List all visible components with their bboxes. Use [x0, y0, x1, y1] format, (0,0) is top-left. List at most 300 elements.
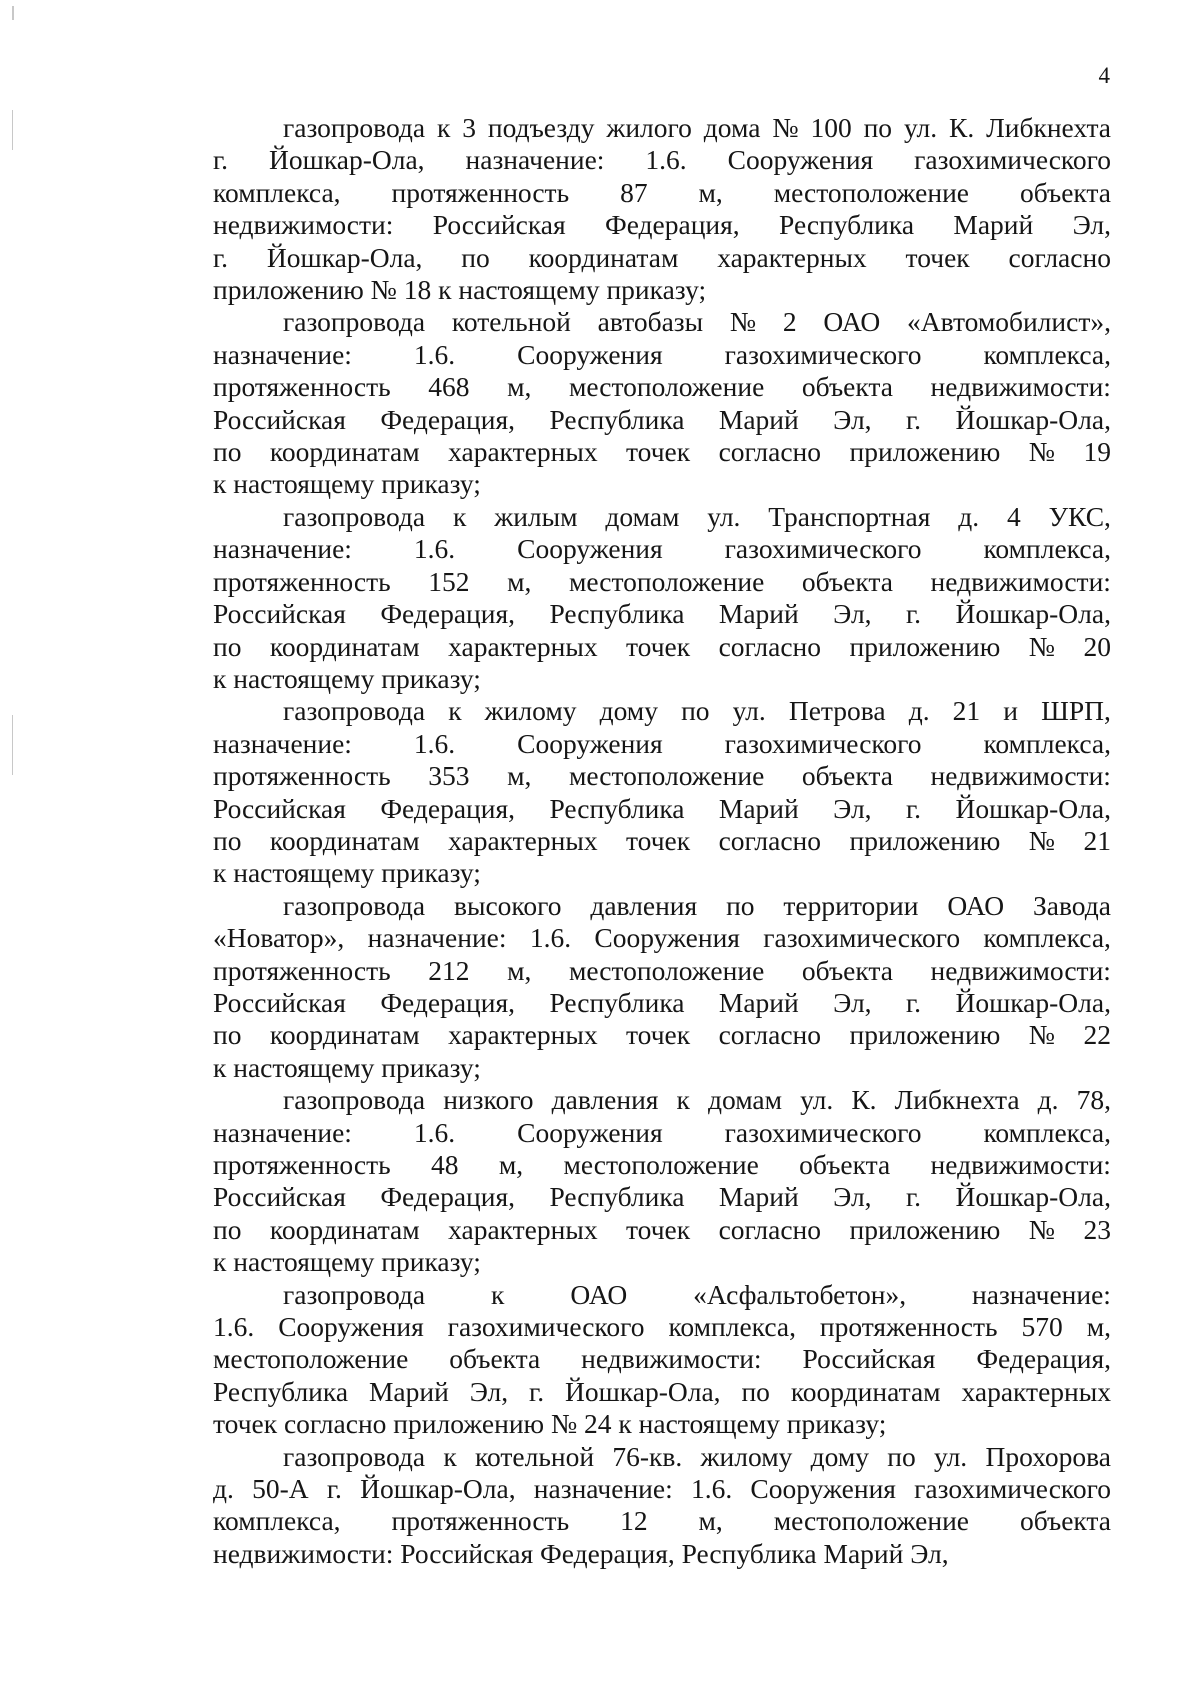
word: «Новатор», — [213, 922, 345, 954]
word: характерных — [448, 824, 598, 856]
word: Сооружения — [594, 922, 740, 954]
paragraph-line — [213, 631, 1111, 663]
paragraph-line — [213, 404, 1111, 436]
scan-artifact-mark — [12, 110, 13, 150]
word: «Асфальтобетон», — [693, 1278, 907, 1310]
word: координатам — [269, 436, 420, 468]
paragraph-line — [213, 890, 1111, 922]
paragraph-line — [213, 825, 1111, 857]
word: приложению — [849, 630, 1001, 662]
word: д. — [958, 500, 980, 532]
word: 22 — [1083, 1019, 1111, 1051]
word: характерных — [448, 436, 598, 468]
word: недвижимости: — [930, 954, 1111, 986]
paragraph-line — [213, 1311, 1111, 1343]
word: Эл, — [833, 403, 872, 435]
word: Российская — [213, 403, 346, 435]
word: Эл, — [833, 792, 872, 824]
word: территории — [783, 889, 919, 921]
paragraph-line — [213, 371, 1111, 403]
word: объекта — [449, 1343, 541, 1375]
paragraph-line — [213, 112, 1111, 144]
word: № — [772, 112, 799, 143]
paragraph — [213, 112, 1111, 306]
word: назначение: — [533, 1473, 673, 1505]
word: «Автомобилист», — [907, 306, 1111, 338]
paragraph-line — [213, 339, 1111, 371]
word: Йошкар-Ола, — [955, 598, 1111, 630]
word: дому — [599, 695, 658, 727]
word: 353 — [428, 760, 470, 792]
word: по — [461, 241, 490, 273]
paragraph-line — [213, 306, 1111, 338]
word: Транспортная — [768, 500, 931, 532]
word: объекта — [801, 760, 893, 792]
word: Эл, — [1072, 209, 1111, 241]
word: по — [213, 1213, 242, 1245]
paragraph-line — [213, 1441, 1111, 1473]
word: местоположение — [569, 371, 765, 403]
word: ул. — [903, 112, 938, 143]
word: 78, — [1076, 1084, 1111, 1116]
word: согласно — [1008, 241, 1111, 273]
word: газопровода — [283, 500, 426, 532]
word: котельной — [451, 306, 571, 338]
word: точек — [626, 1213, 691, 1245]
paragraph-line — [213, 1117, 1111, 1149]
paragraph-line — [213, 1181, 1111, 1213]
paragraph — [213, 1441, 1111, 1571]
word: Йошкар-Ола, — [955, 1181, 1111, 1213]
word: Российская — [213, 598, 346, 630]
word: координатам — [528, 241, 679, 273]
word: Йошкар-Ола, — [269, 144, 425, 176]
word: Федерация, — [976, 1343, 1111, 1375]
word: 87 — [620, 176, 648, 208]
word: Республика — [549, 403, 685, 435]
word: согласно — [718, 1213, 822, 1245]
word: газопровода — [283, 306, 426, 338]
word: 212 — [428, 954, 470, 986]
paragraph-line — [213, 955, 1111, 987]
paragraph-line — [213, 144, 1111, 176]
word: 1.6. — [645, 144, 687, 176]
paragraph-line — [213, 177, 1111, 209]
paragraph-line — [213, 922, 1111, 954]
word: д. — [908, 695, 930, 727]
word: домам — [605, 500, 680, 532]
word: Республика — [213, 1375, 349, 1407]
word: назначение: — [213, 338, 352, 370]
word: Марий — [718, 792, 799, 824]
word: Сооружения — [517, 338, 663, 370]
word: координатам — [790, 1375, 941, 1407]
paragraph — [213, 306, 1111, 500]
word: 21 — [1083, 824, 1111, 856]
word: приложению — [849, 436, 1001, 468]
word: точек — [905, 241, 970, 273]
word: Республика — [549, 792, 685, 824]
word: газохимического — [914, 1473, 1111, 1505]
word: Эл, — [833, 1181, 872, 1213]
word: Российская — [213, 986, 346, 1018]
word: жилому — [484, 695, 577, 727]
paragraph-line — [213, 760, 1111, 792]
word: к — [448, 695, 462, 727]
word: Российская — [432, 209, 566, 241]
word: по — [213, 824, 242, 856]
word: 76-кв. — [612, 1440, 683, 1472]
word: м, — [507, 565, 532, 597]
word: назначение: — [465, 144, 605, 176]
word: 1.6. — [413, 338, 456, 370]
word: газохимического — [724, 533, 922, 565]
word: ОАО — [823, 306, 881, 338]
word: газопровода — [283, 1278, 426, 1310]
word: недвижимости: — [930, 760, 1111, 792]
word: м, — [698, 1505, 723, 1537]
word: 19 — [1083, 436, 1111, 468]
word: к — [443, 1440, 457, 1472]
scan-artifact-mark — [12, 715, 13, 775]
word: Республика — [549, 986, 685, 1018]
word: г. — [326, 1473, 342, 1505]
word: № — [1028, 436, 1055, 468]
word: недвижимости: — [930, 1149, 1111, 1180]
paragraph-line — [213, 1279, 1111, 1311]
paragraph-line: приложению № 18 к настоящему приказу; — [213, 274, 707, 306]
word: жилым — [494, 500, 578, 532]
word: № — [1028, 824, 1055, 856]
word: котельной — [475, 1440, 595, 1472]
word: 50-А — [252, 1473, 309, 1505]
word: недвижимости: — [930, 371, 1111, 403]
paragraph-line — [213, 436, 1111, 468]
word: по — [681, 695, 710, 727]
word: комплекса, — [983, 533, 1111, 565]
word: местоположение — [563, 1149, 759, 1180]
word: 12 — [620, 1505, 648, 1537]
paragraph-line — [213, 1149, 1111, 1181]
word: характерных — [448, 630, 598, 662]
word: приложению — [849, 1213, 1001, 1245]
word: газохимического — [914, 144, 1111, 176]
word: комплекса, — [213, 176, 341, 208]
word: газопровода — [283, 1084, 426, 1116]
paragraph-line — [213, 1019, 1111, 1051]
word: протяженность — [213, 371, 391, 403]
word: назначение: — [213, 533, 352, 565]
word: 23 — [1083, 1213, 1111, 1245]
word: газохимического — [724, 338, 922, 370]
paragraph-line — [213, 1473, 1111, 1505]
word: г. — [529, 1375, 545, 1407]
word: характерных — [961, 1375, 1111, 1407]
word: комплекса, — [213, 1505, 341, 1537]
word: м, — [507, 371, 532, 403]
word: газопровода — [283, 889, 426, 921]
word: Марий — [953, 209, 1034, 241]
word: м, — [507, 954, 532, 986]
word: Сооружения — [727, 144, 874, 176]
word: объекта — [1019, 1505, 1111, 1537]
word: Эл, — [469, 1375, 509, 1407]
word: К. — [948, 112, 975, 143]
word: 3 — [462, 112, 477, 143]
word: дому — [810, 1440, 870, 1472]
word: протяженность — [213, 760, 391, 792]
word: Республика — [779, 209, 915, 241]
word: согласно — [718, 1019, 822, 1051]
word: характерных — [448, 1019, 598, 1051]
word: м, — [1086, 1311, 1111, 1343]
word: объекта — [799, 1149, 891, 1180]
word: Йошкар-Ола, — [955, 986, 1111, 1018]
paragraph-line — [213, 242, 1111, 274]
word: № — [1028, 1019, 1055, 1051]
paragraph-line — [213, 533, 1111, 565]
word: приложению — [849, 824, 1001, 856]
word: назначение: — [367, 922, 507, 954]
paragraph-line: недвижимости: Российская Федерация, Республика Марий Эл, — [213, 1537, 949, 1569]
word: г. — [905, 403, 922, 435]
word: местоположение — [569, 954, 765, 986]
paragraph-line: к настоящему приказу; — [213, 468, 481, 500]
word: № — [729, 306, 757, 338]
word: ул. — [934, 1440, 968, 1472]
paragraph-line — [213, 987, 1111, 1019]
word: к — [437, 112, 451, 143]
word: точек — [626, 1019, 691, 1051]
word: Сооружения — [278, 1311, 424, 1343]
word: протяженность — [213, 954, 391, 986]
word: по — [213, 436, 242, 468]
paragraph — [213, 890, 1111, 1084]
paragraph-line — [213, 1214, 1111, 1246]
word: назначение: — [972, 1278, 1111, 1310]
word: координатам — [269, 1019, 420, 1051]
word: местоположение — [773, 176, 969, 208]
word: по — [213, 1019, 242, 1051]
word: 1.6. — [413, 727, 456, 759]
word: согласно — [718, 824, 822, 856]
word: недвижимости: — [930, 565, 1111, 597]
paragraph-line — [213, 695, 1111, 727]
word: Российская — [213, 1181, 346, 1213]
word: протяженность — [213, 1149, 391, 1180]
word: газопровода — [283, 1440, 426, 1472]
word: объекта — [801, 565, 893, 597]
word: Сооружения — [517, 727, 663, 759]
word: ОАО — [570, 1278, 628, 1310]
word: координатам — [269, 630, 420, 662]
word: к — [452, 500, 467, 532]
word: Марий — [718, 986, 799, 1018]
paragraph — [213, 501, 1111, 695]
word: Йошкар-Ола, — [955, 403, 1111, 435]
word: Йошкар-Ола, — [955, 792, 1111, 824]
word: г. — [905, 986, 922, 1018]
word: 20 — [1083, 630, 1111, 662]
word: газохимического — [763, 922, 961, 954]
word: ОАО — [947, 889, 1005, 921]
word: протяженность — [213, 565, 391, 597]
word: г. — [905, 598, 922, 630]
paragraph-line — [213, 793, 1111, 825]
word: газохимического — [447, 1311, 645, 1343]
word: недвижимости: — [213, 209, 394, 241]
paragraph-line — [213, 1505, 1111, 1537]
word: г. — [905, 792, 922, 824]
word: назначение: — [213, 727, 352, 759]
word: 48 — [431, 1149, 459, 1180]
paragraph-line — [213, 1084, 1111, 1116]
word: жилого — [606, 112, 692, 143]
word: согласно — [718, 630, 822, 662]
word: по — [741, 1375, 770, 1407]
word: Федерация, — [380, 792, 516, 824]
word: д. — [213, 1473, 234, 1505]
page-number: 4 — [1098, 63, 1110, 88]
word: м, — [507, 760, 532, 792]
word: протяженность — [819, 1311, 998, 1343]
word: Республика — [549, 1181, 685, 1213]
word: точек — [626, 824, 691, 856]
word: Завода — [1033, 889, 1111, 921]
word: точек — [626, 630, 691, 662]
word: Либкнехта — [986, 112, 1111, 143]
paragraph-line — [213, 501, 1111, 533]
word: 1.6. — [690, 1473, 733, 1505]
paragraph — [213, 695, 1111, 889]
paragraph-line — [213, 566, 1111, 598]
word: к — [491, 1278, 505, 1310]
word: комплекса, — [983, 338, 1111, 370]
word: Эл, — [833, 598, 872, 630]
word: точек — [626, 436, 691, 468]
word: газохимического — [724, 1116, 922, 1148]
word: 4 — [1006, 500, 1021, 532]
word: 1.6. — [529, 922, 572, 954]
word: местоположение — [213, 1343, 409, 1375]
word: Сооружения — [517, 1116, 663, 1148]
word: Республика — [549, 598, 685, 630]
word: назначение: — [213, 1116, 352, 1148]
word: координатам — [269, 1213, 420, 1245]
word: Марий — [368, 1375, 449, 1407]
word: Прохорова — [985, 1440, 1111, 1472]
word: 1.6. — [213, 1311, 255, 1343]
word: координатам — [269, 824, 420, 856]
word: по — [887, 1440, 916, 1472]
paragraph — [213, 1084, 1111, 1278]
word: характерных — [448, 1213, 598, 1245]
word: 152 — [428, 565, 470, 597]
word: жилому — [700, 1440, 793, 1472]
word: № — [1028, 630, 1055, 662]
word: 1.6. — [413, 1116, 456, 1148]
word: по — [213, 630, 242, 662]
word: г. — [905, 1181, 922, 1213]
paragraph-line: точек согласно приложению № 24 к настоящему приказу; — [213, 1408, 887, 1440]
word: согласно — [718, 436, 822, 468]
word: Йошкар-Ола, — [266, 241, 423, 273]
word: Марий — [718, 1181, 799, 1213]
word: м, — [498, 1149, 524, 1180]
word: комплекса, — [983, 922, 1111, 954]
word: недвижимости: — [581, 1343, 762, 1375]
word: Эл, — [833, 986, 872, 1018]
paragraph-line — [213, 209, 1111, 241]
word: характерных — [717, 241, 867, 273]
word: местоположение — [773, 1505, 969, 1537]
word: и — [1003, 695, 1018, 727]
word: по — [863, 112, 893, 143]
word: К. — [851, 1084, 877, 1116]
word: комплекса, — [668, 1311, 796, 1343]
word: к — [676, 1084, 690, 1116]
word: д. — [1037, 1084, 1059, 1116]
scan-artifact-mark — [12, 6, 14, 20]
word: г. — [213, 241, 229, 273]
word: дома — [703, 112, 761, 143]
word: давления — [551, 1084, 659, 1116]
word: автобазы — [597, 306, 704, 338]
word: давления — [590, 889, 698, 921]
word: ул. — [707, 500, 741, 532]
word: м, — [698, 176, 723, 208]
word: протяженность — [391, 176, 570, 208]
document-body — [213, 112, 1111, 1570]
word: Федерация, — [380, 986, 516, 1018]
word: Федерация, — [380, 598, 516, 630]
word: высокого — [453, 889, 562, 921]
word: Марий — [718, 403, 799, 435]
word: Российская — [802, 1343, 936, 1375]
word: протяженность — [391, 1505, 570, 1537]
word: № — [1028, 1213, 1055, 1245]
paragraph-line: к настоящему приказу; — [213, 1051, 481, 1083]
paragraph-line — [213, 598, 1111, 630]
word: подъезду — [487, 112, 595, 143]
word: газопровода — [283, 695, 426, 727]
word: ШРП, — [1041, 695, 1111, 727]
word: Сооружения — [517, 533, 663, 565]
word: газохимического — [724, 727, 922, 759]
word: ул. — [732, 695, 766, 727]
word: 100 — [810, 112, 852, 143]
paragraph-line: к настоящему приказу; — [213, 1246, 481, 1278]
word: по — [726, 889, 755, 921]
word: газопровода — [283, 112, 426, 143]
word: объекта — [801, 371, 893, 403]
paragraph-line — [213, 1343, 1111, 1375]
word: г. — [213, 144, 229, 176]
word: 2 — [782, 306, 797, 338]
word: приложению — [849, 1019, 1001, 1051]
word: комплекса, — [983, 1116, 1111, 1148]
word: местоположение — [569, 760, 765, 792]
word: Йошкар-Ола, — [565, 1375, 721, 1407]
word: Российская — [213, 792, 346, 824]
paragraph-line: к настоящему приказу; — [213, 857, 481, 889]
word: Йошкар-Ола, — [360, 1473, 516, 1505]
word: Федерация, — [604, 209, 740, 241]
word: 21 — [952, 695, 981, 727]
paragraph — [213, 1279, 1111, 1441]
word: Марий — [718, 598, 799, 630]
word: комплекса, — [983, 727, 1111, 759]
